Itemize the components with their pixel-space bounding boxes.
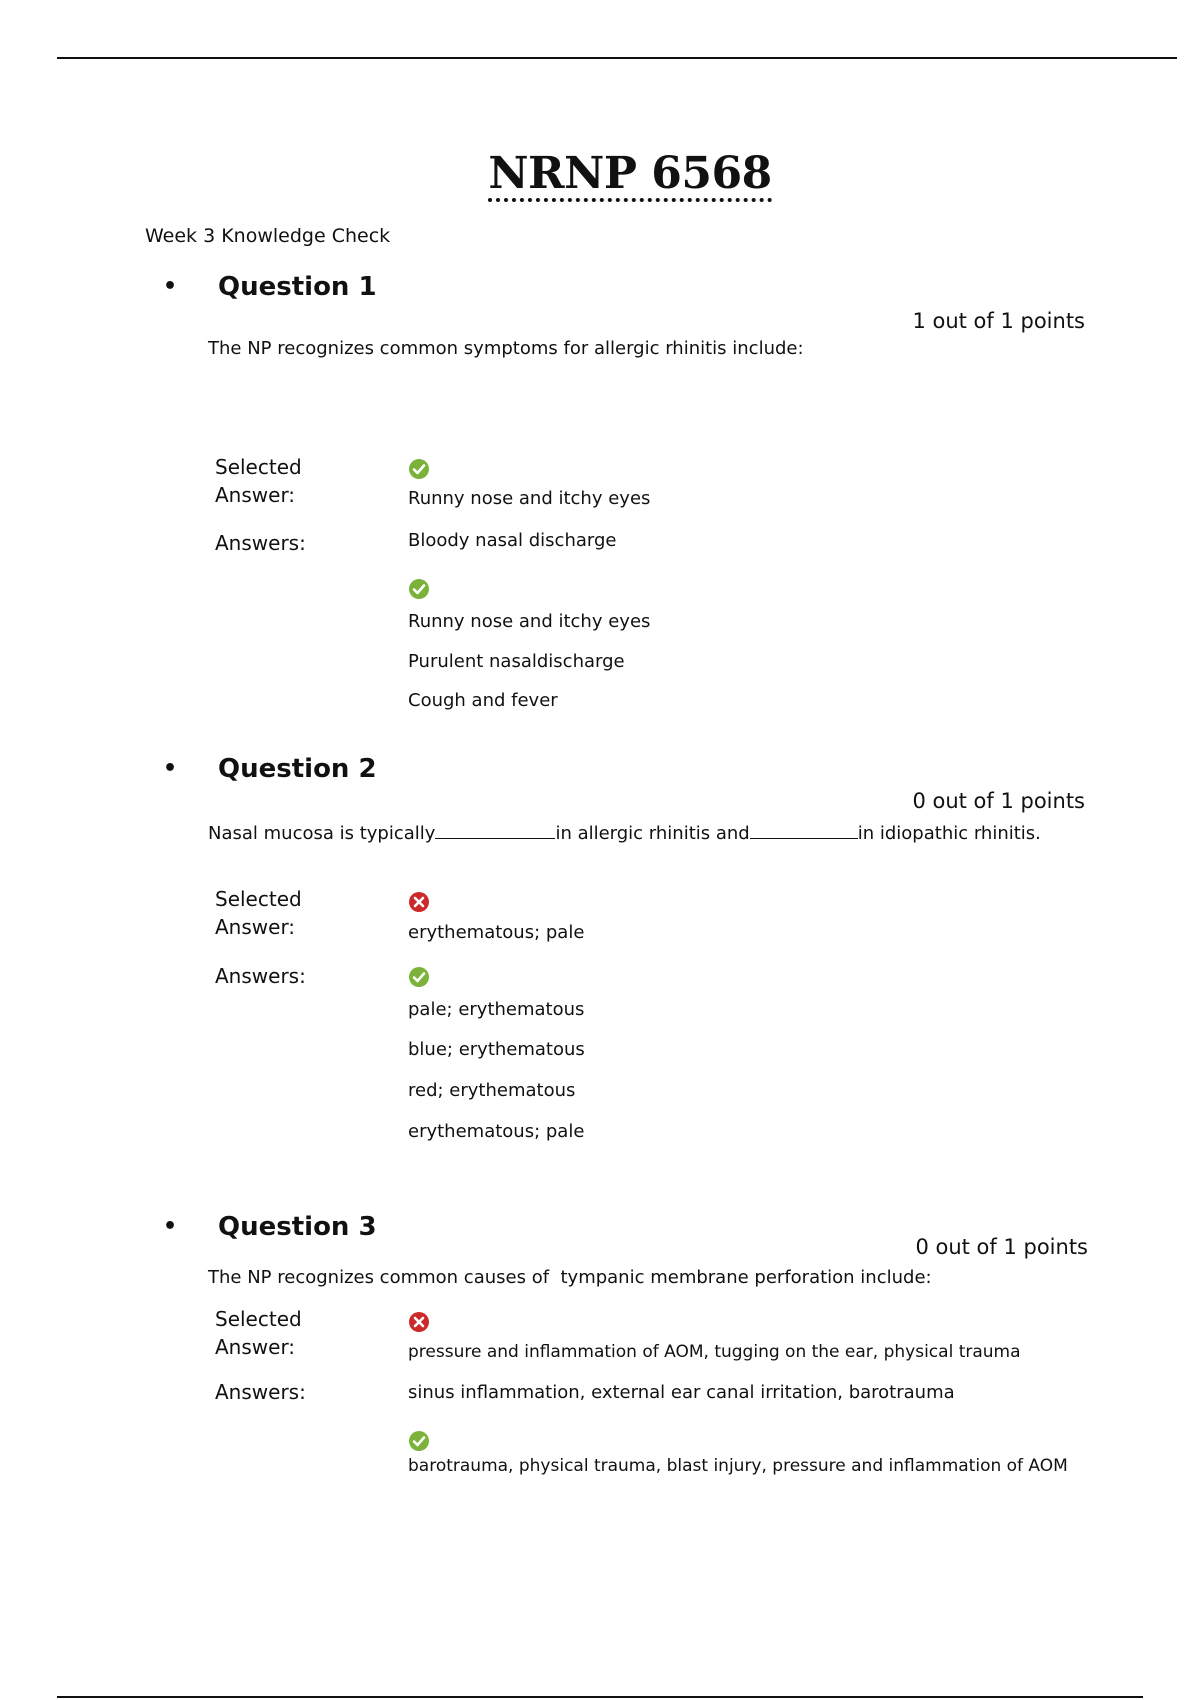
bullet: • xyxy=(163,274,178,299)
answer-option: Bloody nasal discharge xyxy=(408,530,617,551)
answers-label: Answers: xyxy=(215,531,306,555)
selected-label-line1: Selected xyxy=(215,1307,302,1331)
selected-label-line2: Answer: xyxy=(215,1335,296,1359)
answer-option: red; erythematous xyxy=(408,1080,576,1101)
blank-line xyxy=(435,824,555,839)
question-text-part: in allergic rhinitis and xyxy=(555,823,750,844)
check-circle-icon xyxy=(408,578,430,600)
points-score: 0 out of 1 points xyxy=(915,1235,1088,1259)
answer-option: sinus inflammation, external ear canal irritation, barotrauma xyxy=(408,1382,955,1403)
x-circle-icon xyxy=(408,1311,430,1333)
check-circle-icon xyxy=(408,458,430,480)
selected-answer: erythematous; pale xyxy=(408,922,585,943)
answers-label: Answers: xyxy=(215,1380,306,1404)
bottom-rule xyxy=(57,1696,1143,1698)
selected-label-line2: Answer: xyxy=(215,915,296,939)
check-circle-icon xyxy=(408,966,430,988)
answer-option: Runny nose and itchy eyes xyxy=(408,611,651,632)
points-score: 1 out of 1 points xyxy=(912,309,1085,333)
selected-answer: Runny nose and itchy eyes xyxy=(408,488,651,509)
question-text: The NP recognizes common symptoms for allergic rhinitis include: xyxy=(208,338,804,359)
selected-label-line1: Selected xyxy=(215,887,302,911)
question-heading: Question 1 xyxy=(218,272,377,302)
question-text: The NP recognizes common causes of tympanic membrane perforation include: xyxy=(208,1267,932,1288)
answer-option: Purulent nasaldischarge xyxy=(408,651,625,672)
answers-label: Answers: xyxy=(215,964,306,988)
answer-option: pale; erythematous xyxy=(408,999,585,1020)
selected-answer-label xyxy=(215,885,302,941)
bullet: • xyxy=(163,756,178,781)
answer-option: barotrauma, physical trauma, blast injury, pressure and inflammation of AOM xyxy=(408,1456,1068,1476)
question-text-part: Nasal mucosa is typically xyxy=(208,823,436,844)
top-rule xyxy=(57,57,1177,59)
points-score: 0 out of 1 points xyxy=(912,789,1085,813)
answer-option: Cough and fever xyxy=(408,690,558,711)
question-heading: Question 2 xyxy=(218,754,377,784)
question-text-part: in idiopathic rhinitis. xyxy=(857,823,1041,844)
question-text xyxy=(208,823,1041,844)
document-subtitle: Week 3 Knowledge Check xyxy=(145,225,391,247)
question-heading: Question 3 xyxy=(218,1212,377,1242)
selected-answer: pressure and inflammation of AOM, tugging on the ear, physical trauma xyxy=(408,1342,1021,1362)
check-circle-icon xyxy=(408,1430,430,1452)
selected-label-line2: Answer: xyxy=(215,483,296,507)
answer-option: erythematous; pale xyxy=(408,1121,585,1142)
bullet: • xyxy=(163,1214,178,1239)
selected-label-line1: Selected xyxy=(215,455,302,479)
blank-line xyxy=(750,824,858,839)
selected-answer-label xyxy=(215,1305,302,1361)
answer-option: blue; erythematous xyxy=(408,1039,585,1060)
document-title: NRNP 6568 xyxy=(0,148,1200,202)
selected-answer-label xyxy=(215,453,302,509)
x-circle-icon xyxy=(408,891,430,913)
